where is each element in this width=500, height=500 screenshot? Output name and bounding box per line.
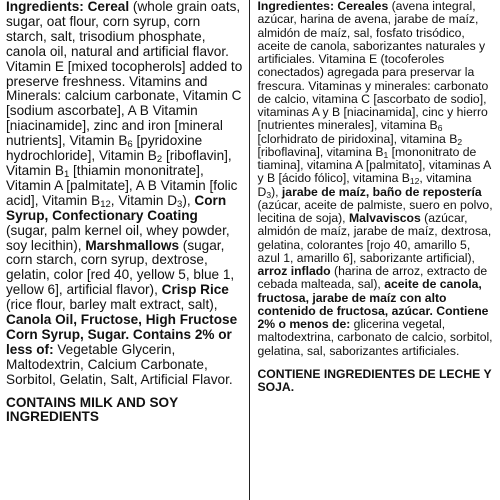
ingredient-segment: [riboflavina], vitamina B — [257, 144, 384, 159]
ingredient-segment: ), — [271, 184, 282, 199]
ingredient-segment: [riboflavin], Vitamin B — [6, 148, 232, 178]
ingredient-segment: (sugar, palm kernel oil, whey powder, soy lecithin), — [6, 222, 230, 253]
ingredient-segment: Vegetable Glycerin, Maltodextrin, Calcium Carbonate, Sorbitol, Gelatin, Salt, Artificial Flavor. — [6, 341, 233, 387]
bold-ingredient-segment: jarabe de maíz, baño de repostería — [281, 184, 482, 199]
ingredient-segment: (azúcar, almidón de maíz, jarabe de maíz, dextrosa, gelatina, colorantes [rojo 40, amarillo 5, azul 1, amarillo 6], saborizante artificial), — [257, 211, 492, 265]
ingredient-segment: [clorhidrato de piridoxina], vitamina B — [257, 131, 458, 146]
bold-ingredient-segment: Malvaviscos — [348, 211, 421, 225]
ingredient-segment: [thiamin mononitrate], Vitamin A [palmitate], A B Vitamin [folic acid], Vitamin B — [6, 162, 238, 208]
ingredient-segment: (whole grain oats, sugar, oat flour, corn syrup, corn starch, salt, trisodium phosphate, canola oil, natural and artificial flavor. Vitamin E [mixed tocopherols] added to preserve freshness. Vitamins and Minerals: calcium carbonate, Vitamin C [sodium ascorbate], A B Vitamin [niacinamide], zinc and iron [mineral nutrients], Vitamin B — [6, 0, 243, 149]
subscript-segment: 1 — [383, 149, 389, 160]
bold-ingredient-segment: Ingredients: Cereal — [6, 0, 130, 14]
subscript-segment: 3 — [266, 189, 272, 200]
subscript-segment: 2 — [457, 136, 463, 147]
english-allergen-statement: CONTAINS MILK AND SOY INGREDIENTS — [6, 394, 178, 424]
subscript-segment: 2 — [156, 154, 163, 166]
ingredient-segment: ), — [182, 192, 195, 208]
english-ingredients-text — [6, 0, 243, 388]
ingredient-segment: , Vitamin D — [110, 192, 178, 208]
ingredient-segment: (rice flour, barley malt extract, salt), — [6, 297, 218, 313]
ingredient-segment: (avena integral, azúcar, harina de avena, jarabe de maíz, almidón de maíz, sal, fosfato trisódico, aceite de canola, saborizantes naturales y artificiales. Vitamina E (tocoferoles conectados) agregada para preservar la frescura. Vitaminas y minerales: carbonato de calcio, vitamina C [ascorbato de sodio], vitaminas A y B [niacinamida], cinc y hierro [nutrientes minerales], vitamina B — [257, 0, 489, 133]
subscript-segment: 1 — [63, 168, 70, 180]
bold-ingredient-segment: aceite de canola, fructosa, jarabe de maíz con alto contenido de fructosa, azúcar. Contiene 2% o menos de: — [257, 277, 489, 331]
subscript-segment: 3 — [177, 198, 183, 210]
ingredient-segment: (azúcar, aceite de palmiste, suero en polvo, lecitina de soja), — [257, 197, 493, 225]
bold-ingredient-segment: Canola Oil, Fructose, High Fructose Corn Syrup, Sugar. Contains 2% or less of: — [6, 312, 238, 357]
ingredient-segment: glicerina vegetal, maltodextrina, carbonato de calcio, sorbitol, gelatina, sal, saborizantes artificiales. — [257, 317, 493, 358]
subscript-segment: 12 — [100, 198, 111, 210]
ingredient-segment: (sugar, corn starch, corn syrup, dextrose, gelatin, color [red 40, yellow 5, blue 1, yellow 6], artificial flavor), — [6, 237, 235, 298]
ingredient-segment: , vitamina D — [257, 171, 472, 199]
ingredient-segment: [pyridoxine hydrochloride], Vitamin B — [6, 133, 203, 164]
spanish-column — [250, 0, 497, 500]
ingredient-segment: (harina de arroz, extracto de cebada malteada, sal), — [257, 264, 488, 292]
english-column — [4, 0, 249, 500]
ingredient-segment: [mononitrato de tiamina], vitamina A [palmitato], vitaminas A y B [ácido fólico], vitamina B — [257, 144, 491, 186]
subscript-segment: 6 — [437, 123, 443, 134]
bold-ingredient-segment: Marshmallows — [85, 237, 180, 253]
bold-ingredient-segment: arroz inflado — [257, 264, 331, 278]
subscript-segment: 6 — [127, 139, 133, 151]
spanish-ingredients-text — [258, 0, 495, 358]
subscript-segment: 12 — [409, 176, 420, 187]
bold-ingredient-segment: Corn Syrup, Confectionary Coating — [6, 192, 227, 223]
bold-ingredient-segment: Crisp Rice — [161, 282, 229, 298]
bold-ingredient-segment: Ingredientes: Cereales — [257, 0, 389, 13]
spanish-allergen-statement: CONTIENE INGREDIENTES DE LECHE Y SOJA. — [257, 366, 492, 395]
